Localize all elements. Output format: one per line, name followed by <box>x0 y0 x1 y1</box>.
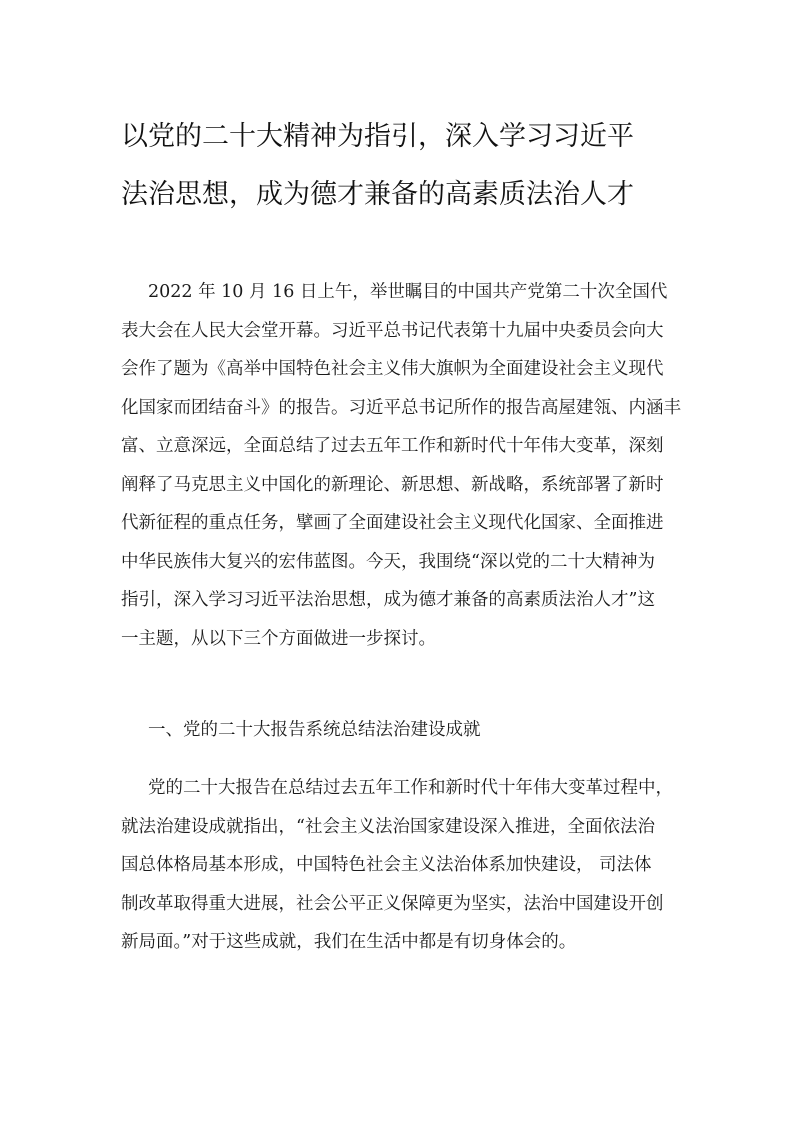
paragraph-line: 富、立意深远，全面总结了过去五年工作和新时代十年伟大变革，深刻 <box>121 436 664 456</box>
title-line: 法治思想，成为德才兼备的高素质法治人才 <box>121 179 634 210</box>
title-line: 以党的二十大精神为指引，深入学习习近平 <box>121 121 634 152</box>
paragraph-achievements <box>121 769 691 962</box>
paragraph-line: 制改革取得重大进展，社会公平正义保障更为坚实，法治中国建设开创 <box>121 893 664 914</box>
paragraph-line: 中华民族伟大复兴的宏伟蓝图。今天，我围绕“深以党的二十大精神为 <box>121 551 655 572</box>
paragraph-line: 2022 年 10 月 16 日上午，举世瞩目的中国共产党第二十次全国代 <box>148 282 668 302</box>
paragraph-line: 一主题，从以下三个方面做进一步探讨。 <box>121 628 436 649</box>
paragraph-line: 表大会在人民大会堂开幕。习近平总书记代表第十九届中央委员会向大 <box>121 320 664 341</box>
paragraph-line: 国总体格局基本形成，中国特色社会主义法治体系加快建设， 司法体 <box>121 855 652 875</box>
paragraph-line: 新局面。”对于这些成就，我们在生活中都是有切身体会的。 <box>121 932 577 952</box>
document-title <box>121 108 701 224</box>
section-heading-text: 一、党的二十大报告系统总结法治建设成就 <box>148 720 481 740</box>
paragraph-line: 指引，深入学习习近平法治思想，成为德才兼备的高素质法治人才”这 <box>121 590 655 610</box>
paragraph-line: 党的二十大报告在总结过去五年工作和新时代十年伟大变革过程中， <box>148 778 673 798</box>
paragraph-line: 会作了题为《高举中国特色社会主义伟大旗帜为全面建设社会主义现代 <box>121 359 664 379</box>
paragraph-line: 就法治建设成就指出，“社会主义法治国家建设深入推进，全面依法治 <box>121 816 655 837</box>
paragraph-line: 阐释了马克思主义中国化的新理论、新思想、新战略，系统部署了新时 <box>121 474 664 495</box>
section-heading <box>121 711 691 750</box>
paragraph-line: 代新征程的重点任务，擘画了全面建设社会主义现代化国家、全面推进 <box>121 513 664 533</box>
paragraph-line: 化国家而团结奋斗》的报告。习近平总书记所作的报告高屋建瓴、内涵丰 <box>121 397 681 418</box>
paragraph-intro <box>121 273 691 658</box>
